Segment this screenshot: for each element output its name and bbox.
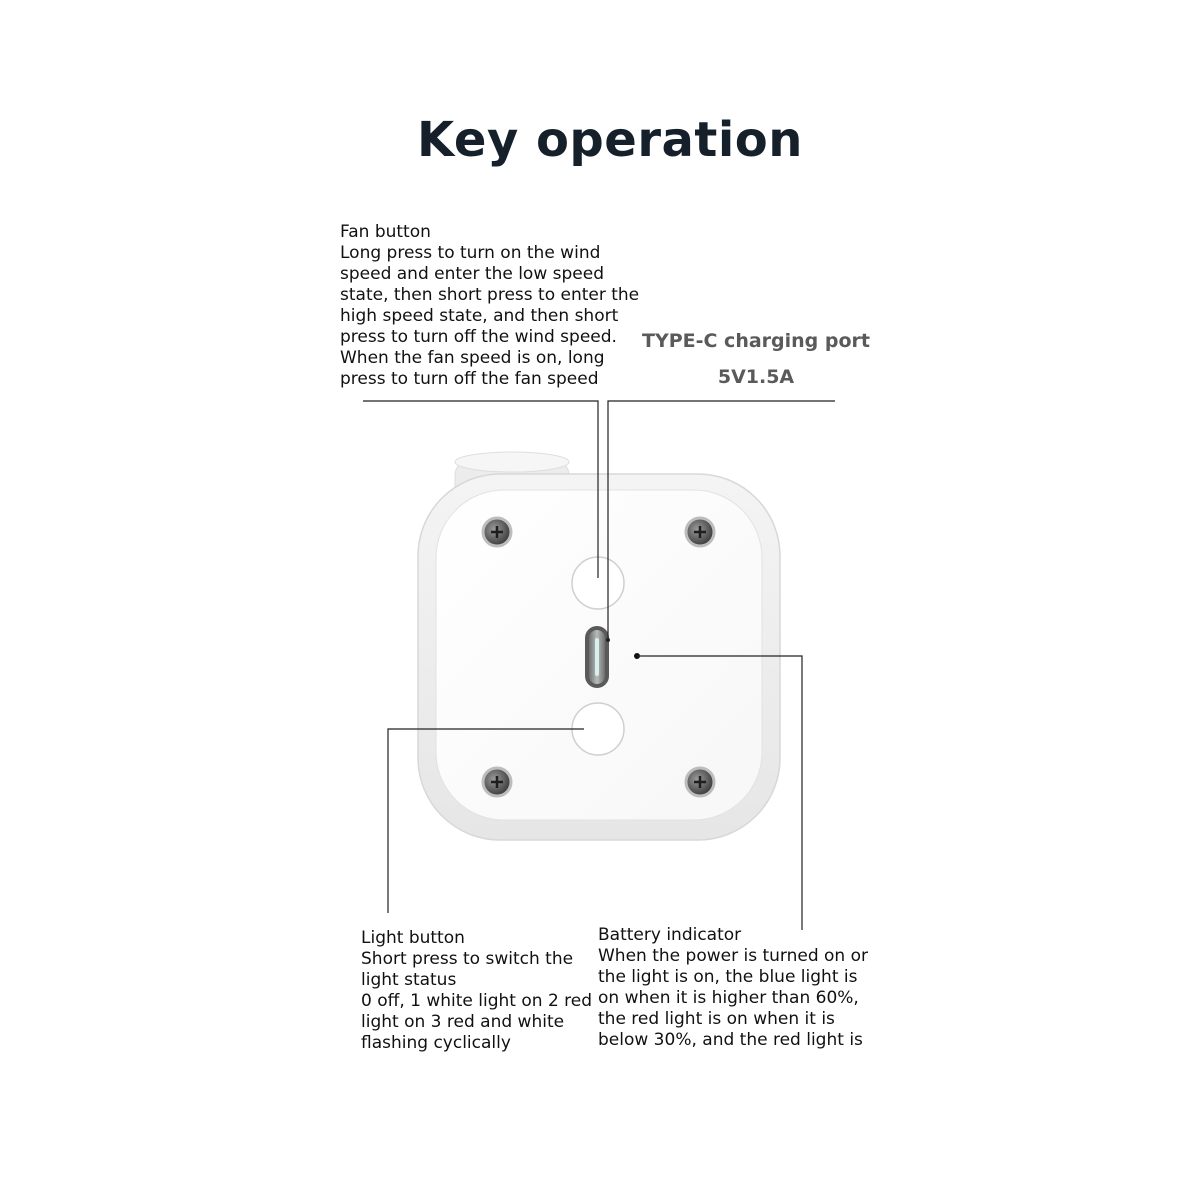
fan-button-text-line: When the fan speed is on, long (340, 348, 605, 368)
battery-indicator-text-line: the red light is on when it is (598, 1009, 835, 1029)
fan-button-text-line: press to turn off the fan speed (340, 369, 599, 389)
battery-indicator-heading: Battery indicator (598, 925, 742, 945)
fan-button-text-line: state, then short press to enter the (340, 285, 640, 305)
light-button-description (361, 928, 592, 1054)
light-button-text-line: 0 off, 1 white light on 2 red (361, 991, 593, 1011)
fan-button-text-line: Long press to turn on the wind (340, 243, 601, 263)
screw-icon (686, 518, 714, 546)
light-button-text-line: flashing cyclically (361, 1033, 511, 1053)
screw-icon (483, 518, 511, 546)
light-button-text-line: light on 3 red and white (361, 1012, 565, 1032)
light-button-text-line: light status (361, 970, 457, 990)
usb-c-port-icon (585, 626, 609, 688)
light-button-text-line: Short press to switch the (361, 949, 574, 969)
battery-indicator-description (598, 925, 868, 1051)
charging-port-title: TYPE-C charging port (641, 330, 870, 352)
screw-icon (483, 768, 511, 796)
charging-port-spec: 5V1.5A (717, 366, 795, 388)
screw-icon (686, 768, 714, 796)
fan-button-text-line: high speed state, and then short (340, 306, 619, 326)
charging-port-leader-dot (606, 638, 610, 642)
page-title: Key operation (417, 112, 803, 168)
battery-indicator-text-line: When the power is turned on or (598, 946, 868, 966)
light-button-heading: Light button (361, 928, 465, 948)
fan-button-heading: Fan button (340, 222, 431, 242)
fan-button-text-line: press to turn off the wind speed. (340, 327, 617, 347)
battery-indicator-text-line: on when it is higher than 60%, (598, 988, 859, 1008)
fan-button-text-line: speed and enter the low speed (340, 264, 604, 284)
battery-indicator-text-line: the light is on, the blue light is (598, 967, 858, 987)
battery-indicator-text-line: below 30%, and the red light is (598, 1030, 863, 1050)
